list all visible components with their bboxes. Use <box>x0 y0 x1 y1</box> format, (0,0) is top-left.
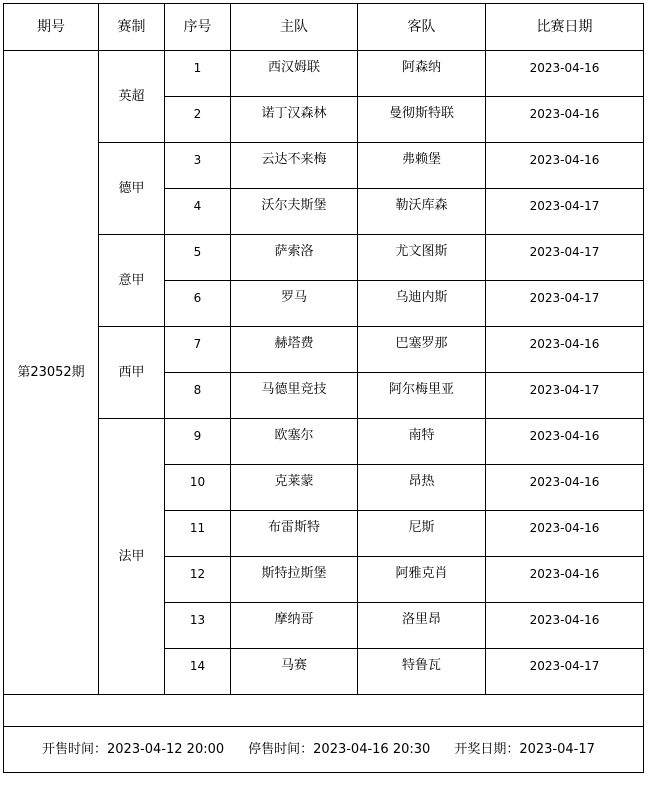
seq-cell: 6 <box>165 281 231 327</box>
blank-row <box>4 695 644 727</box>
away-team-cell: 特鲁瓦 <box>358 649 486 695</box>
table-row <box>4 235 644 281</box>
sale-start-time: 开售时间：2023-04-12 20:00 <box>42 741 225 757</box>
match-date-cell: 2023-04-16 <box>486 143 644 189</box>
away-team-cell: 巴塞罗那 <box>358 327 486 373</box>
away-team-cell: 阿尔梅里亚 <box>358 373 486 419</box>
footer-row <box>4 727 644 773</box>
away-team-cell: 阿森纳 <box>358 51 486 97</box>
home-team-cell: 西汉姆联 <box>231 51 358 97</box>
away-team-cell: 昂热 <box>358 465 486 511</box>
home-team-cell: 沃尔夫斯堡 <box>231 189 358 235</box>
match-date-cell: 2023-04-16 <box>486 557 644 603</box>
table-row <box>4 419 644 465</box>
seq-cell: 14 <box>165 649 231 695</box>
header-seq: 序号 <box>165 4 231 51</box>
footer-cell <box>4 727 644 773</box>
seq-cell: 1 <box>165 51 231 97</box>
away-team-cell: 阿雅克肖 <box>358 557 486 603</box>
away-team-cell: 曼彻斯特联 <box>358 97 486 143</box>
away-team-cell: 勒沃库森 <box>358 189 486 235</box>
table-row <box>4 327 644 373</box>
period-cell: 第23052期 <box>4 51 99 695</box>
match-date-cell: 2023-04-17 <box>486 281 644 327</box>
draw-date: 开奖日期：2023-04-17 <box>454 741 595 757</box>
home-team-cell: 萨索洛 <box>231 235 358 281</box>
match-date-cell: 2023-04-16 <box>486 327 644 373</box>
match-date-cell: 2023-04-16 <box>486 603 644 649</box>
away-team-cell: 南特 <box>358 419 486 465</box>
header-row <box>4 4 644 51</box>
header-format: 赛制 <box>99 4 165 51</box>
away-team-cell: 洛里昂 <box>358 603 486 649</box>
league-cell: 意甲 <box>99 235 165 327</box>
home-team-cell: 斯特拉斯堡 <box>231 557 358 603</box>
match-date-cell: 2023-04-16 <box>486 511 644 557</box>
home-team-cell: 赫塔费 <box>231 327 358 373</box>
seq-cell: 4 <box>165 189 231 235</box>
match-date-cell: 2023-04-17 <box>486 189 644 235</box>
seq-cell: 5 <box>165 235 231 281</box>
away-team-cell: 弗赖堡 <box>358 143 486 189</box>
home-team-cell: 马赛 <box>231 649 358 695</box>
home-team-cell: 摩纳哥 <box>231 603 358 649</box>
match-date-cell: 2023-04-17 <box>486 235 644 281</box>
home-team-cell: 罗马 <box>231 281 358 327</box>
home-team-cell: 布雷斯特 <box>231 511 358 557</box>
home-team-cell: 诺丁汉森林 <box>231 97 358 143</box>
league-cell: 德甲 <box>99 143 165 235</box>
header-home: 主队 <box>231 4 358 51</box>
home-team-cell: 马德里竞技 <box>231 373 358 419</box>
match-date-cell: 2023-04-16 <box>486 465 644 511</box>
match-date-cell: 2023-04-16 <box>486 97 644 143</box>
home-team-cell: 克莱蒙 <box>231 465 358 511</box>
seq-cell: 10 <box>165 465 231 511</box>
match-date-cell: 2023-04-16 <box>486 419 644 465</box>
seq-cell: 11 <box>165 511 231 557</box>
schedule-table <box>3 3 644 773</box>
seq-cell: 2 <box>165 97 231 143</box>
home-team-cell: 云达不来梅 <box>231 143 358 189</box>
away-team-cell: 尼斯 <box>358 511 486 557</box>
sale-stop-time: 停售时间：2023-04-16 20:30 <box>248 741 431 757</box>
seq-cell: 3 <box>165 143 231 189</box>
league-cell: 法甲 <box>99 419 165 695</box>
home-team-cell: 欧塞尔 <box>231 419 358 465</box>
match-date-cell: 2023-04-17 <box>486 373 644 419</box>
seq-cell: 8 <box>165 373 231 419</box>
league-cell: 西甲 <box>99 327 165 419</box>
seq-cell: 9 <box>165 419 231 465</box>
header-period: 期号 <box>4 4 99 51</box>
match-date-cell: 2023-04-16 <box>486 51 644 97</box>
seq-cell: 12 <box>165 557 231 603</box>
blank-cell <box>4 695 644 727</box>
away-team-cell: 乌迪内斯 <box>358 281 486 327</box>
table-row <box>4 143 644 189</box>
league-cell: 英超 <box>99 51 165 143</box>
seq-cell: 7 <box>165 327 231 373</box>
seq-cell: 13 <box>165 603 231 649</box>
table-row <box>4 51 644 97</box>
header-away: 客队 <box>358 4 486 51</box>
header-date: 比赛日期 <box>486 4 644 51</box>
away-team-cell: 尤文图斯 <box>358 235 486 281</box>
match-date-cell: 2023-04-17 <box>486 649 644 695</box>
